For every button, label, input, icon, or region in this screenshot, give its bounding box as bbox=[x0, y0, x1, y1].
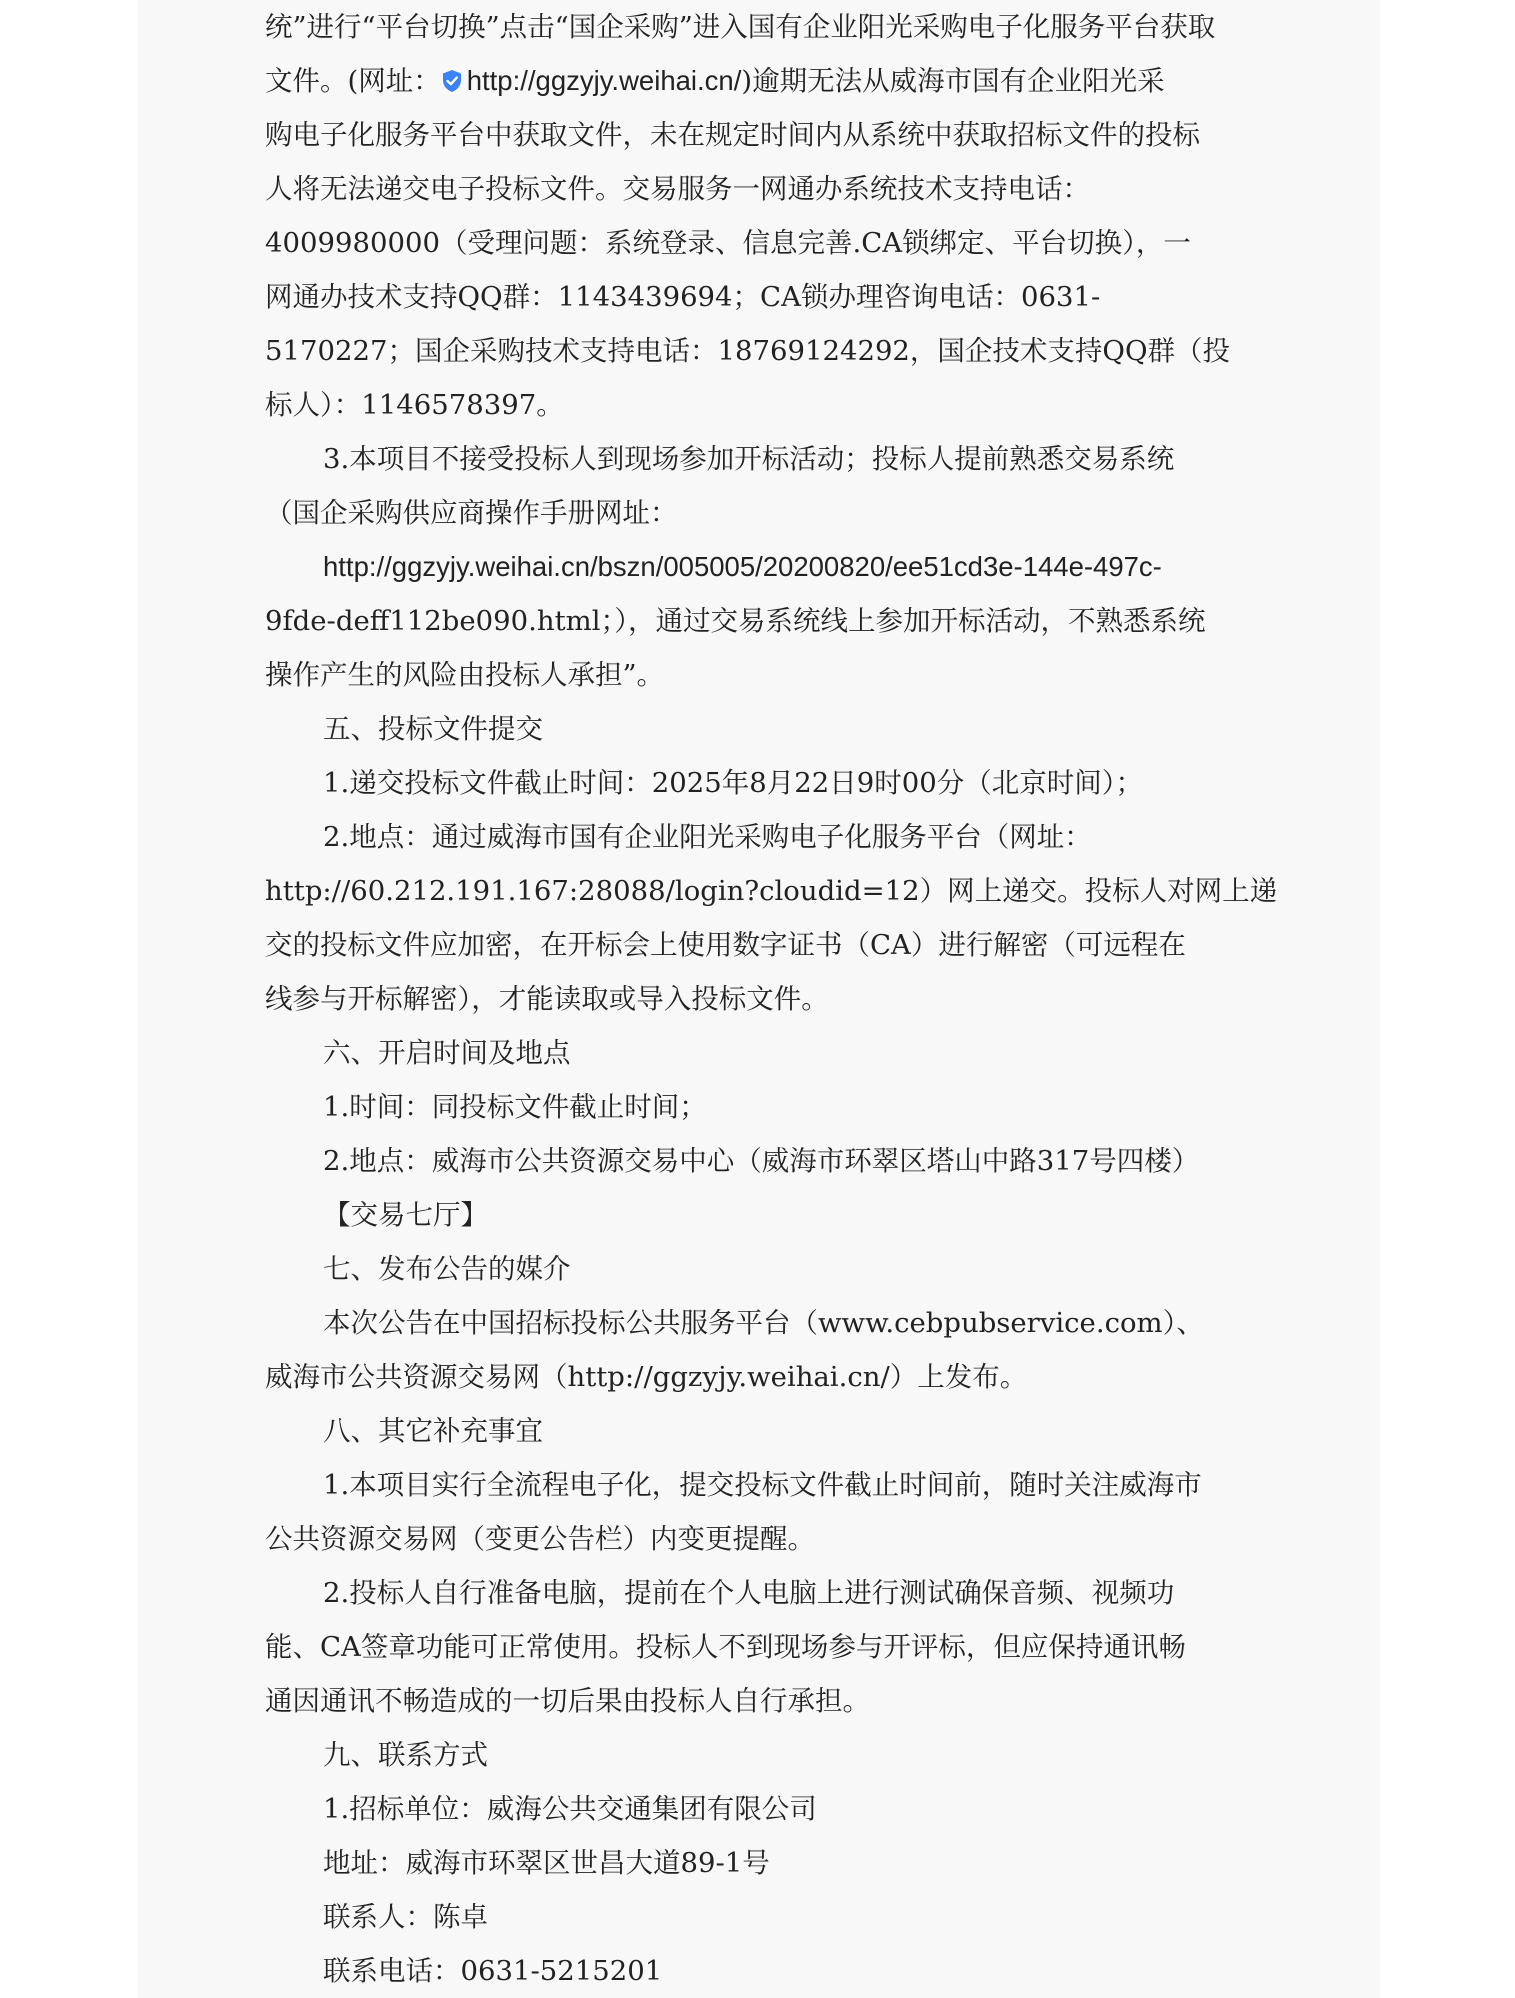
paragraph-line: 2.地点：威海市公共资源交易中心（威海市环翠区塔山中路317号四楼） bbox=[323, 1145, 1200, 1177]
paragraph-line: 本次公告在中国招标投标公共服务平台（www.cebpubservice.com）、 bbox=[323, 1307, 1204, 1339]
text-line: 公共资源交易网（变更公告栏）内变更提醒。 bbox=[265, 1523, 815, 1555]
paragraph-line: 1.递交投标文件截止时间：2025年8月22日9时00分（北京时间）； bbox=[323, 767, 1143, 799]
text-line: 通因通讯不畅造成的一切后果由投标人自行承担。 bbox=[265, 1685, 870, 1717]
text-line: 9fde-deff112be090.html；），通过交易系统线上参加开标活动，不熟悉系统 bbox=[265, 605, 1206, 637]
text-fragment: )逾期无法从威海市国有企业阳光采 bbox=[741, 65, 1165, 97]
text-line: 操作产生的风险由投标人承担”。 bbox=[265, 659, 665, 691]
announcement-body bbox=[265, 0, 1278, 1998]
paragraph-line: 联系电话：0631-5215201 bbox=[323, 1955, 663, 1987]
text-line: 能、CA签章功能可正常使用。投标人不到现场参与开评标，但应保持通讯畅 bbox=[265, 1631, 1186, 1663]
text-line: http://60.212.191.167:28088/login?cloudid=12）网上递交。投标人对网上递 bbox=[265, 875, 1278, 907]
text-line-with-link bbox=[265, 54, 1265, 108]
text-fragment: 文件。(网址： bbox=[265, 65, 441, 97]
paragraph-line: 2.地点：通过威海市国有企业阳光采购电子化服务平台（网址： bbox=[323, 821, 1092, 853]
text-line: 统”进行“平台切换”点击“国企采购”进入国有企业阳光采购电子化服务平台获取 bbox=[265, 11, 1216, 43]
text-line: 威海市公共资源交易网（http://ggzyjy.weihai.cn/）上发布。 bbox=[265, 1361, 1028, 1393]
shield-check-icon bbox=[441, 69, 463, 93]
text-line: 标人）：1146578397。 bbox=[265, 389, 564, 421]
paragraph-line: 3.本项目不接受投标人到现场参加开标活动；投标人提前熟悉交易系统 bbox=[323, 443, 1175, 475]
section-heading: 六、开启时间及地点 bbox=[323, 1037, 571, 1069]
text-line: 5170227；国企采购技术支持电话：18769124292，国企技术支持QQ群（投 bbox=[265, 335, 1231, 367]
paragraph-line: 1.本项目实行全流程电子化，提交投标文件截止时间前，随时关注威海市 bbox=[323, 1469, 1202, 1501]
text-line: （国企采购供应商操作手册网址： bbox=[265, 497, 678, 529]
section-heading: 八、其它补充事宜 bbox=[323, 1415, 543, 1447]
section-heading: 九、联系方式 bbox=[323, 1739, 488, 1771]
section-heading: 七、发布公告的媒介 bbox=[323, 1253, 571, 1285]
paragraph-line: 1.招标单位：威海公共交通集团有限公司 bbox=[323, 1793, 817, 1825]
paragraph-line: 地址：威海市环翠区世昌大道89-1号 bbox=[323, 1847, 770, 1879]
text-line: 4009980000（受理问题：系统登录、信息完善.CA锁绑定、平台切换），一 bbox=[265, 227, 1191, 259]
paragraph-line: 联系人：陈卓 bbox=[323, 1901, 488, 1933]
text-line: 购电子化服务平台中获取文件，未在规定时间内从系统中获取招标文件的投标 bbox=[265, 119, 1200, 151]
paragraph-line: 1.时间：同投标文件截止时间； bbox=[323, 1091, 707, 1123]
manual-link[interactable]: http://ggzyjy.weihai.cn/bszn/005005/20200820/ee51cd3e-144e-497c- bbox=[323, 551, 1162, 582]
text-line: 网通办技术支持QQ群：1143439694；CA锁办理咨询电话：0631- bbox=[265, 281, 1101, 313]
text-line: 人将无法递交电子投标文件。交易服务一网通办系统技术支持电话： bbox=[265, 173, 1090, 205]
paragraph-line: 2.投标人自行准备电脑，提前在个人电脑上进行测试确保音频、视频功 bbox=[323, 1577, 1175, 1609]
website-link[interactable]: http://ggzyjy.weihai.cn/ bbox=[466, 65, 742, 96]
text-line: 【交易七厅】 bbox=[323, 1199, 488, 1231]
text-line: 交的投标文件应加密，在开标会上使用数字证书（CA）进行解密（可远程在 bbox=[265, 929, 1186, 961]
text-line: 线参与开标解密），才能读取或导入投标文件。 bbox=[265, 983, 829, 1015]
section-heading: 五、投标文件提交 bbox=[323, 713, 543, 745]
